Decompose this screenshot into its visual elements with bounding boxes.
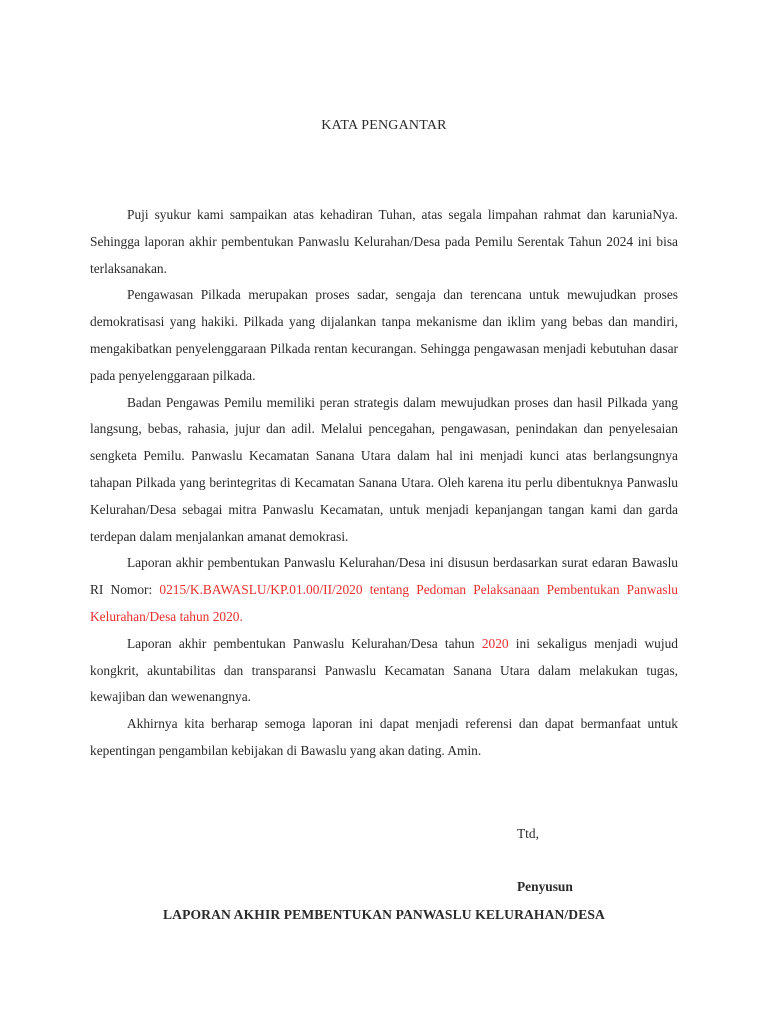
paragraph-4 bbox=[90, 550, 678, 630]
paragraph-4-text: Laporan akhir pembentukan Panwaslu Kelurahan/Desa ini disusun berdasarkan surat edaran Bawaslu RI Nomor: bbox=[90, 555, 678, 598]
paragraph-5-text-end: ini sekaligus menjadi wujud kongkrit, akuntabilitas dan transparansi Panwaslu Kecamatan Sanana Utara dalam melakukan tugas, kewajiban dan wewenangnya. bbox=[90, 635, 678, 705]
paragraph-2: Pengawasan Pilkada merupakan proses sadar, sengaja dan terencana untuk mewujudkan proses demokratisasi yang hakiki. Pilkada yang dijalankan tanpa mekanisme dan iklim yang bebas dan mandiri, mengakibatkan penyelenggaraan Pilkada rentan kecurangan. Sehingga pengawasan menjadi kebutuhan dasar pada penyelenggaraan pilkada. bbox=[90, 287, 678, 383]
report-title: LAPORAN AKHIR PEMBENTUKAN PANWASLU KELURAHAN/DESA bbox=[163, 907, 605, 922]
paragraph-5-text-start: Laporan akhir pembentukan Panwaslu Kelurahan/Desa tahun bbox=[127, 635, 482, 651]
year-highlight: 2020 bbox=[481, 635, 509, 651]
regulation-reference: 0215/K.BAWASLU/KP.01.00/II/2020 tentang Pedoman Pelaksanaan Pembentukan Panwaslu Kelurahan/Desa tahun 2020. bbox=[90, 582, 678, 624]
document-body bbox=[90, 202, 678, 765]
signature-ttd: Ttd, bbox=[517, 826, 539, 841]
page-title: KATA PENGANTAR bbox=[321, 118, 447, 133]
paragraph-3: Badan Pengawas Pemilu memiliki peran strategis dalam mewujudkan proses dan hasil Pilkada yang langsung, bebas, rahasia, jujur dan adil. Melalui pencegahan, pengawasan, penindakan dan penyelesaian sengketa Pemilu. Panwaslu Kecamatan Sanana Utara dalam hal ini menjadi kunci atas berlangsungnya tahapan Pilkada yang berintegritas di Kecamatan Sanana Utara. Oleh karena itu perlu dibentuknya Panwaslu Kelurahan/Desa sebagai mitra Panwaslu Kecamatan, untuk menjadi kepanjangan tangan kami dan garda terdepan dalam menjalankan amanat demokrasi. bbox=[90, 394, 678, 544]
paragraph-6: Akhirnya kita berharap semoga laporan ini dapat menjadi referensi dan dapat bermanfaat untuk kepentingan pengambilan kebijakan di Bawaslu yang akan dating. Amin. bbox=[90, 716, 678, 758]
paragraph-5 bbox=[90, 631, 678, 711]
paragraph-1: Puji syukur kami sampaikan atas kehadiran Tuhan, atas segala limpahan rahmat dan karuniaNya. Sehingga laporan akhir pembentukan Panwaslu Kelurahan/Desa pada Pemilu Serentak Tahun 2024 ini bisa terlaksanakan. bbox=[90, 207, 678, 276]
signature-penyusun: Penyusun bbox=[517, 879, 573, 894]
